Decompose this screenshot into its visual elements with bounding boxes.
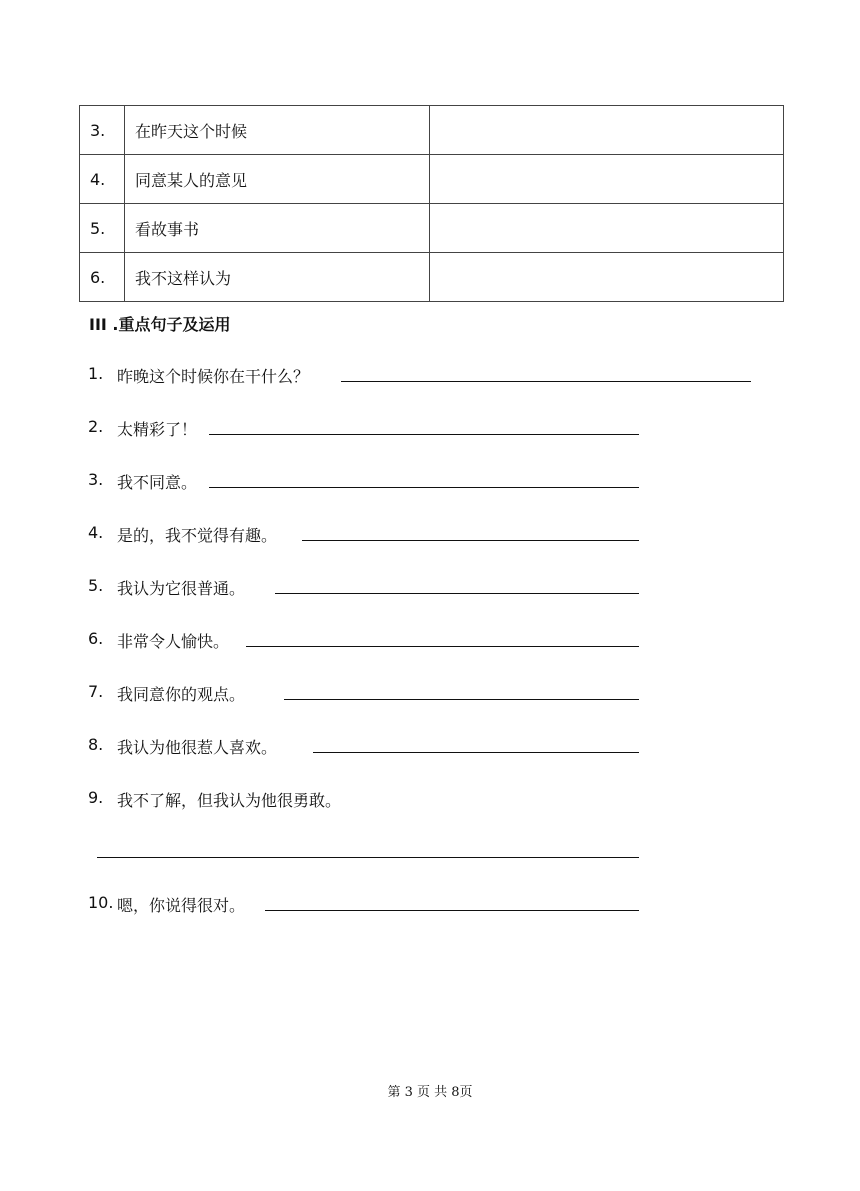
answer-line[interactable] bbox=[313, 752, 639, 753]
table-row bbox=[80, 204, 784, 253]
sentence-text: 我同意你的观点。 bbox=[117, 685, 246, 704]
sentence-number: 5. bbox=[88, 576, 104, 595]
answer-line[interactable] bbox=[246, 646, 639, 647]
sentence-text: 我不同意。 bbox=[117, 473, 198, 492]
answer-cell[interactable] bbox=[430, 106, 784, 155]
answer-cell[interactable] bbox=[430, 155, 784, 204]
row-number: 5. bbox=[80, 204, 125, 253]
vocab-table bbox=[79, 105, 784, 302]
sentence-text: 太精彩了！ bbox=[117, 420, 198, 439]
sentence-text: 昨晚这个时候你在干什么？ bbox=[117, 367, 310, 386]
answer-line[interactable] bbox=[209, 487, 639, 488]
answer-line[interactable] bbox=[302, 540, 639, 541]
answer-line[interactable] bbox=[265, 910, 639, 911]
sentence-number: 3. bbox=[88, 470, 104, 489]
sentence-number: 1. bbox=[88, 364, 104, 383]
sentence-text: 非常令人愉快。 bbox=[117, 632, 230, 651]
row-number: 3. bbox=[80, 106, 125, 155]
sentence-number: 9. bbox=[88, 788, 104, 807]
answer-cell[interactable] bbox=[430, 253, 784, 302]
sentence-number: 7. bbox=[88, 682, 104, 701]
table-row bbox=[80, 155, 784, 204]
answer-line[interactable] bbox=[209, 434, 639, 435]
row-number: 4. bbox=[80, 155, 125, 204]
section-title: III .重点句子及运用 bbox=[89, 315, 231, 334]
sentence-text: 嗯，你说得很对。 bbox=[117, 896, 246, 915]
page-footer: 第 3 页 共 8页 bbox=[387, 1085, 473, 1100]
row-phrase: 看故事书 bbox=[125, 204, 430, 253]
sentence-text: 是的，我不觉得有趣。 bbox=[117, 526, 278, 545]
sentence-number: 8. bbox=[88, 735, 104, 754]
answer-line[interactable] bbox=[284, 699, 639, 700]
sentence-text: 我不了解，但我认为他很勇敢。 bbox=[117, 791, 342, 810]
row-phrase: 我不这样认为 bbox=[125, 253, 430, 302]
sentence-text: 我认为它很普通。 bbox=[117, 579, 246, 598]
table-row bbox=[80, 106, 784, 155]
table-row bbox=[80, 253, 784, 302]
row-phrase: 在昨天这个时候 bbox=[125, 106, 430, 155]
row-number: 6. bbox=[80, 253, 125, 302]
sentence-number: 6. bbox=[88, 629, 104, 648]
sentence-number: 2. bbox=[88, 417, 104, 436]
sentence-text: 我认为他很惹人喜欢。 bbox=[117, 738, 278, 757]
sentence-number: 4. bbox=[88, 523, 104, 542]
row-phrase: 同意某人的意见 bbox=[125, 155, 430, 204]
answer-line[interactable] bbox=[275, 593, 639, 594]
answer-cell[interactable] bbox=[430, 204, 784, 253]
answer-line[interactable] bbox=[341, 381, 751, 382]
answer-line[interactable] bbox=[97, 857, 639, 858]
sentence-number: 10. bbox=[88, 893, 114, 912]
